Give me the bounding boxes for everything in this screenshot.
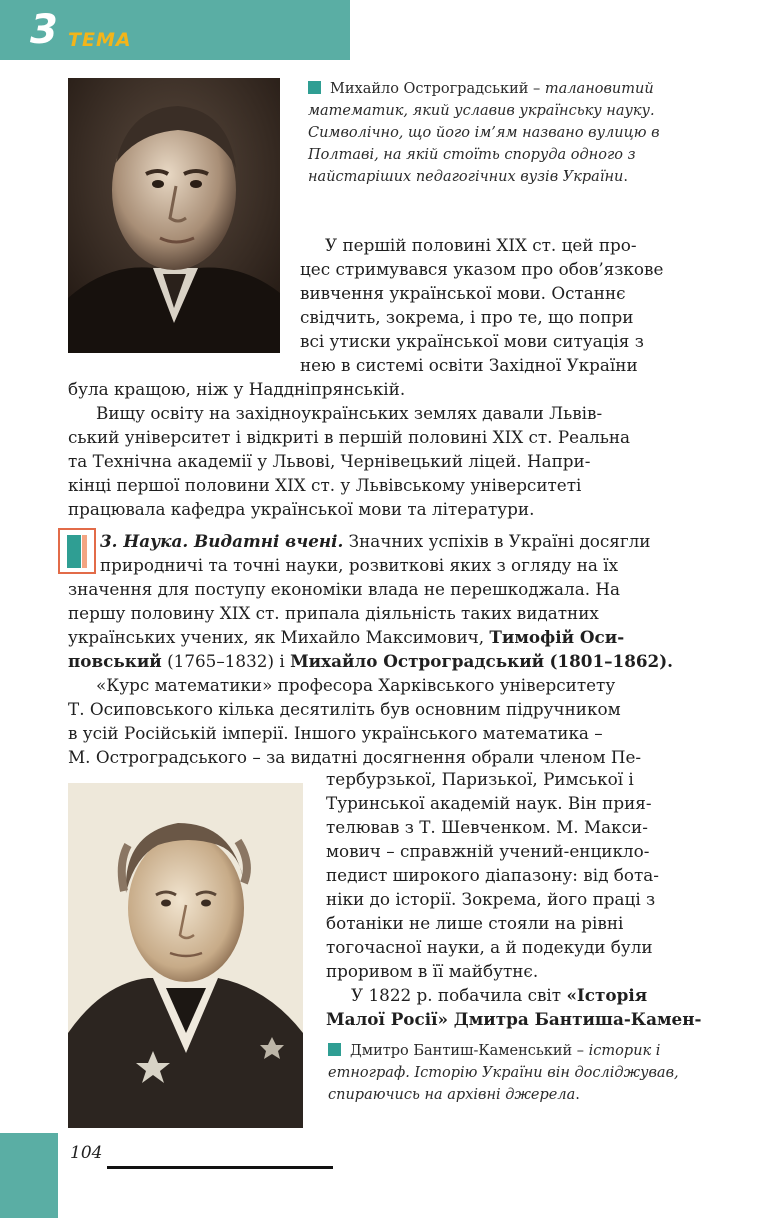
text-line: нею в системі освіти Західної України [300,355,638,375]
bold-dates: (1801–1862). [549,651,674,671]
text-line: природничі та точні науки, розвиткові яких з огляду на їх [100,555,619,575]
text-line: У 1822 р. побачила світ [351,985,562,1005]
bold-name: Тимофій Оси- [489,627,625,647]
text-line: проривом в її майбутнє. [326,961,539,981]
caption-person-name: Михайло Остроградський – [330,81,541,97]
text-line: У першій половині XIX ст. цей про- [325,235,637,255]
chapter-label: ТЕМА [68,29,132,51]
text-line: М. Остроградського – за видатні досягнення обрали членом Пе- [68,747,642,767]
paragraph-osypovsky [68,673,710,769]
portrait-ostrogradsky [68,78,280,353]
page-corner-strip [0,1133,58,1218]
section-heading-line [100,529,710,577]
text-line: Туринської академій наук. Він прия- [326,793,652,813]
caption-ostrogradsky: Михайло Остроградський – талановитий математик, який уславив українську науку. Символічно, що його ім’ям названо вулицю в Полтаві, на якій стоїть споруда одного з найстаріших педагогічних вузів України. [308,81,660,185]
text-line: кінці першої половини XIX ст. у Львівському університеті [68,475,582,495]
text-line: в усій Російській імперії. Іншого українського математика – [68,723,603,743]
text-line: мович – справжній учений-енцикло- [326,841,650,861]
bold-name: Михайло Остроградський [290,651,545,671]
caption-description: талановитий математик, який уславив українську науку. Символічно, що його ім’ям названо вулицю в Полтаві, на якій стоїть споруда одного з найстаріших педагогічних вузів України [308,81,660,185]
paragraph-language-policy-end [68,377,710,401]
section-heading: 3. Наука. Видатні вчені. [100,531,344,551]
footer-rule [107,1166,333,1169]
bold-name: повський [68,651,162,671]
section-marker-icon [58,528,96,574]
text-line: значення для поступу економіки влада не перешкоджала. На [68,579,621,599]
text-line: «Курс математики» професора Харківського університету [96,675,616,695]
portrait-maksymovych [68,783,303,1128]
paragraph-maksymovych [326,767,710,983]
caption-bullet-icon [308,81,321,94]
chapter-header [0,0,350,60]
text-line: Значних успіхів в Україні досягли [348,531,651,551]
chapter-number: 3 [30,7,58,53]
text-line: тербурзької, Паризької, Римської і [326,769,634,789]
text-line: першу половину XIX ст. припала діяльність таких видатних [68,603,599,623]
text-line: педист широкого діапазону: від бота- [326,865,659,885]
text-line: телював з Т. Шевченком. М. Макси- [326,817,648,837]
text-line: тогочасної науки, а й подекуди були [326,937,653,957]
caption-bantysh: Дмитро Бантиш-Каменський – історик і етнограф. Історію України він досліджував, спираючись на архівні джерела. [328,1043,679,1103]
text-line: ботаніки не лише стояли на рівні [326,913,624,933]
text-line: (1765–1832) і [167,651,285,671]
paragraph-bantysh [326,983,710,1031]
text-line: всі утиски української мови ситуація з [300,331,644,351]
bold-title: Малої Росії» Дмитра Бантиша-Камен- [326,1009,702,1029]
text-line: вивчення української мови. Останнє [300,283,626,303]
caption-person-name: Дмитро Бантиш-Каменський – [350,1043,585,1059]
paragraph-higher-education [68,401,710,521]
paragraph-science [68,577,710,673]
text-line: ніки до історії. Зокрема, його праці з [326,889,656,909]
text-line: ський університет і відкриті в першій половині XIX ст. Реальна [68,427,631,447]
bold-title: «Історія [566,985,648,1005]
page-number: 104 [70,1143,103,1163]
text-line: свідчить, зокрема, і про те, що попри [300,307,634,327]
paragraph-language-policy [300,233,710,377]
text-line: працювала кафедра української мови та літератури. [68,499,535,519]
caption-bullet-icon [328,1043,341,1056]
text-line: була кращою, ніж у Наддніпрянській. [68,379,406,399]
text-line: українських учених, як Михайло Максимович, [68,627,485,647]
text-line: та Технічна академії у Львові, Чернівецький ліцей. Напри- [68,451,591,471]
text-line: Т. Осиповського кілька десятиліть був основним підручником [68,699,621,719]
text-line: цес стримувався указом про обов’язкове [300,259,664,279]
caption-description: історик і етнограф. Історію України він досліджував, спираючись на архівні джерела [328,1043,679,1103]
text-line: Вищу освіту на західноукраїнських землях давали Львів- [96,403,603,423]
